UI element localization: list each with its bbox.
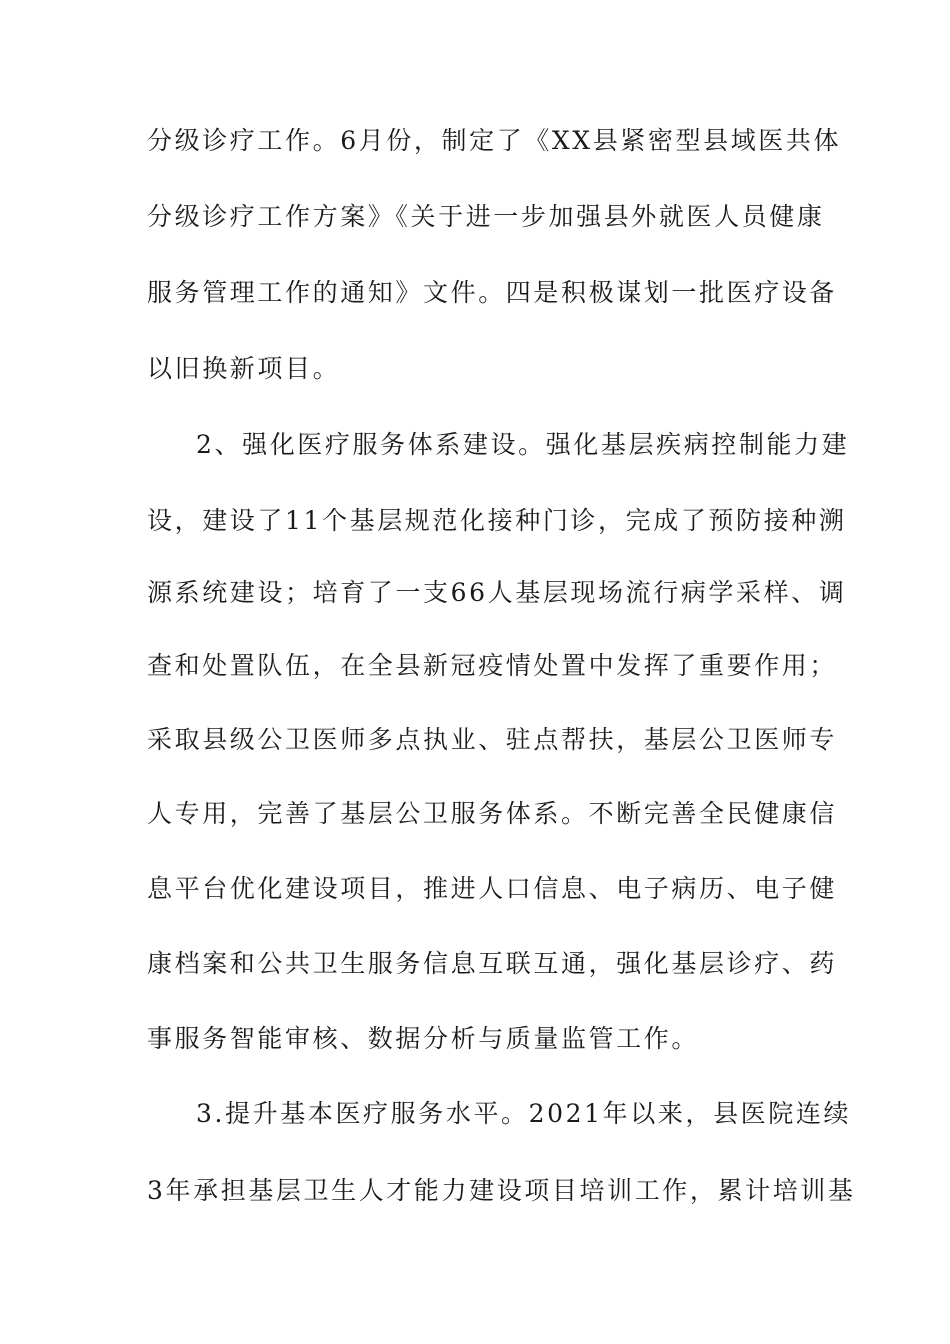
text-line: 息平台优化建设项目，推进人口信息、电子病历、电子健 xyxy=(147,874,838,903)
text-line: 采取县级公卫医师多点执业、驻点帮扶，基层公卫医师专 xyxy=(147,725,838,754)
text-line: 源系统建设；培育了一支66人基层现场流行病学采样、调 xyxy=(147,578,847,607)
text-line: 事服务智能审核、数据分析与质量监管工作。 xyxy=(147,1024,700,1053)
text-line: 人专用，完善了基层公卫服务体系。不断完善全民健康信 xyxy=(147,799,838,828)
text-line: 分级诊疗工作。6月份，制定了《XX县紧密型县域医共体 xyxy=(147,126,842,155)
text-line: 3年承担基层卫生人才能力建设项目培训工作，累计培训基 xyxy=(147,1176,856,1205)
text-line: 以旧换新项目。 xyxy=(147,354,341,383)
text-line: 设，建设了11个基层规范化接种门诊，完成了预防接种溯 xyxy=(147,506,847,535)
paragraph-start-line: 2、强化医疗服务体系建设。强化基层疾病控制能力建 xyxy=(196,430,850,459)
text-line: 康档案和公共卫生服务信息互联互通，强化基层诊疗、药 xyxy=(147,949,838,978)
text-line: 分级诊疗工作方案》《关于进一步加强县外就医人员健康 xyxy=(147,202,825,231)
paragraph-start-line: 3.提升基本医疗服务水平。2021年以来，县医院连续 xyxy=(196,1099,852,1128)
text-line: 服务管理工作的通知》文件。四是积极谋划一批医疗设备 xyxy=(147,278,838,307)
text-line: 查和处置队伍，在全县新冠疫情处置中发挥了重要作用； xyxy=(147,651,838,680)
